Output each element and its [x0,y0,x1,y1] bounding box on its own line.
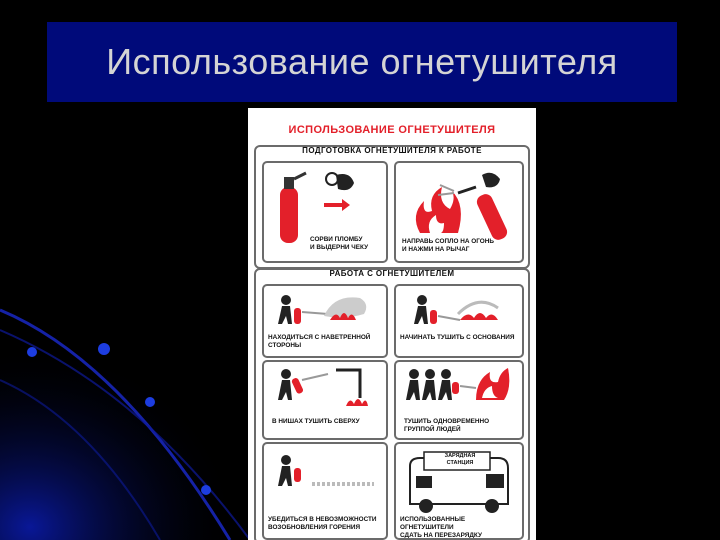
person-icon [281,369,291,379]
person-icon [281,295,291,305]
group-people-icon [406,369,452,400]
section-prepare [254,145,530,269]
hand-icon [482,173,500,188]
person-icon [417,295,427,305]
poster-title: ИСПОЛЬЗОВАНИЕ ОГНЕТУШИТЕЛЯ [288,124,496,136]
panel-group [394,360,524,440]
hand-icon [336,174,354,190]
section-work-header: РАБОТА С ОГНЕТУШИТЕЛЕМ [329,269,455,278]
caption-check-reignition: УБЕДИТЬСЯ В НЕВОЗМОЖНОСТИ ВОЗОБНОВЛЕНИЯ ГОРЕНИЯ [268,516,377,531]
pin-ring-icon [326,173,338,185]
section-work [254,268,530,540]
niche-wall-icon [336,370,360,398]
extinguisher-icon [475,192,510,242]
caption-group: ТУШИТЬ ОДНОВРЕМЕННО ГРУППОЙ ЛЮДЕЙ [404,418,490,433]
panel-windward [262,284,388,358]
panel-aim-nozzle [394,161,524,263]
van-label: ЗАРЯДНАЯ СТАНЦИЯ [444,453,476,466]
slide-title-bar [47,22,677,102]
panel-pull-pin [262,161,388,263]
niches-illustration [264,362,386,438]
flame-icon [460,313,498,320]
panel-recharge [394,442,524,540]
section-prepare-header: ПОДГОТОВКА ОГНЕТУШИТЕЛЯ К РАБОТЕ [302,146,482,155]
decor-dot [98,343,110,355]
slide-title: Использование огнетушителя [106,41,618,82]
caption-windward: НАХОДИТЬСЯ С НАВЕТРЕННОЙ СТОРОНЫ [268,334,371,349]
decor-dot [145,397,155,407]
extinguisher-icon [280,187,298,243]
fire-extinguisher-poster [248,108,536,540]
panel-start-base [394,284,524,358]
caption-aim-nozzle: НАПРАВЬ СОПЛО НА ОГОНЬ И НАЖМИ НА РЫЧАГ [402,238,494,253]
start-base-illustration [396,286,522,356]
person-icon [281,455,291,465]
panel-niches [262,360,388,440]
panel-check-reignition [262,442,388,540]
caption-start-base: НАЧИНАТЬ ТУШИТЬ С ОСНОВАНИЯ [400,334,515,341]
flame-icon [346,399,368,406]
caption-niches: В НИШАХ ТУШИТЬ СВЕРХУ [272,418,360,425]
arrow-right-icon [324,199,350,211]
decor-dot [27,347,37,357]
caption-pull-pin: СОРВИ ПЛОМБУ И ВЫДЕРНИ ЧЕКУ [310,236,369,251]
decor-dot [201,485,211,495]
caption-recharge: ИСПОЛЬЗОВАННЫЕ ОГНЕТУШИТЕЛИ СДАТЬ НА ПЕРЕЗАРЯДКУ [400,516,482,539]
